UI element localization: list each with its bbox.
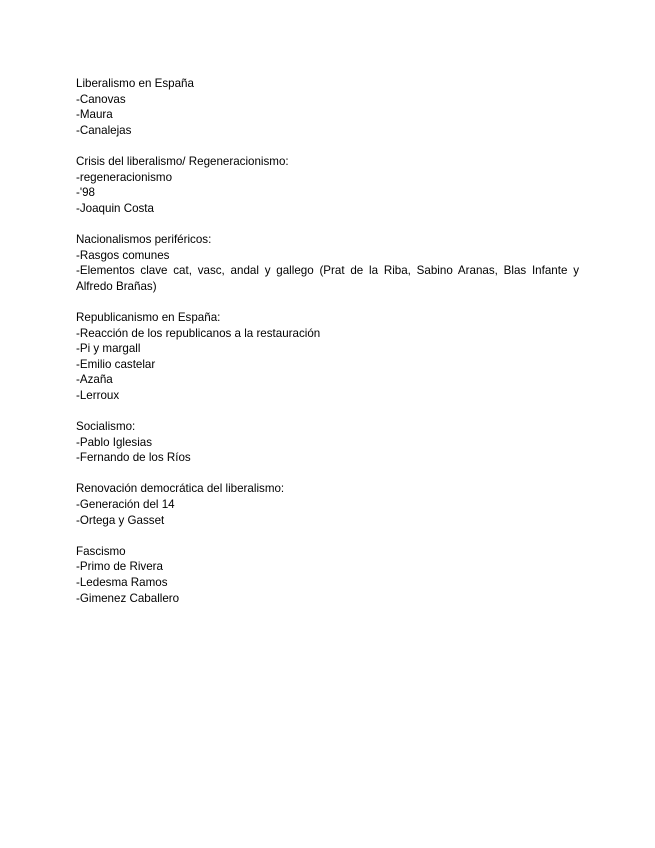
list-item: -Ledesma Ramos <box>76 576 168 589</box>
list-item: -Fernando de los Ríos <box>76 451 191 465</box>
section-crisis-liberalismo <box>76 154 579 216</box>
section-republicanismo <box>76 310 579 404</box>
section-liberalismo <box>76 76 579 138</box>
list-item: -Pi y margall <box>76 342 141 356</box>
list-item: -Reacción de los republicanos a la restauración <box>76 326 321 340</box>
list-item: -'98 <box>76 186 95 200</box>
section-heading: Nacionalismos periféricos: <box>76 232 212 246</box>
list-item: -Rasgos comunes <box>76 248 170 262</box>
section-fascismo <box>76 544 579 606</box>
list-item: -Generación del 14 <box>76 498 175 512</box>
section-nacionalismos <box>76 232 579 294</box>
section-heading: Fascismo <box>76 544 126 558</box>
list-item: -Joaquin Costa <box>76 201 154 215</box>
list-item: -Pablo Iglesias <box>76 435 153 449</box>
list-item: -Primo de Rivera <box>76 560 163 574</box>
list-item: -Gimenez Caballero <box>76 591 180 605</box>
section-heading: Liberalismo en España <box>76 77 194 90</box>
list-item: -Canalejas <box>76 123 132 137</box>
list-item: -Lerroux <box>76 388 120 402</box>
list-item: -regeneracionismo <box>76 170 173 184</box>
list-item: -Maura <box>76 108 113 122</box>
list-item: -Elementos clave cat, vasc, andal y gallego (Prat de la Riba, Sabino Aranas, Blas Infante y Alfredo Brañas) <box>76 264 579 293</box>
section-heading: Socialismo: <box>76 420 136 434</box>
list-item: -Canovas <box>76 92 126 106</box>
list-item: -Azaña <box>76 373 113 387</box>
section-renovacion-democratica <box>76 481 579 528</box>
section-heading: Renovación democrática del liberalismo: <box>76 482 285 496</box>
list-item: -Emilio castelar <box>76 357 156 371</box>
section-heading: Republicanismo en España: <box>76 310 221 324</box>
section-heading: Crisis del liberalismo/ Regeneracionismo: <box>76 154 289 168</box>
list-item: -Ortega y Gasset <box>76 513 165 527</box>
document-body <box>76 76 579 622</box>
section-socialismo <box>76 419 579 466</box>
